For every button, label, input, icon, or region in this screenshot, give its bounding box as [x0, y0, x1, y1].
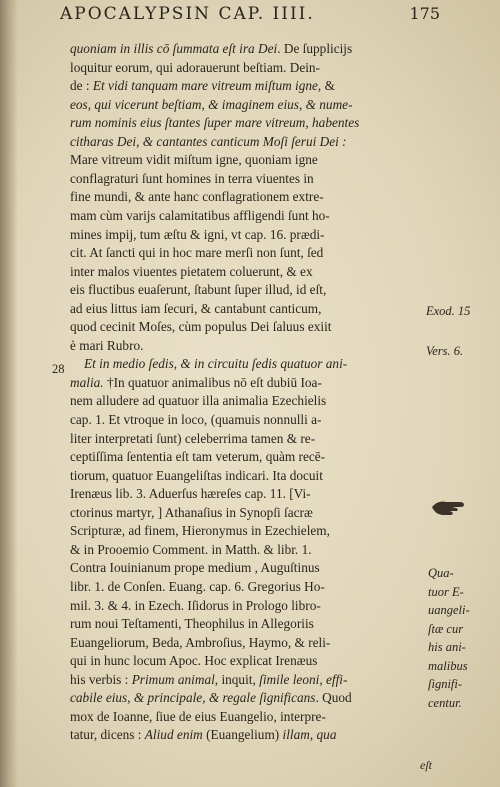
text-segment: tatur, dicens : — [70, 727, 145, 743]
text-segment: Aliud enim — [144, 727, 203, 743]
text-segment: mil. 3. & 4. in Ezech. Iſidorus in Prologo libro- — [70, 597, 321, 613]
text-segment: †In quatuor animalibus nō eſt dubiū Ioa- — [106, 374, 322, 390]
text-segment: qui in hunc locum Apoc. Hoc explicat Irenæus — [70, 653, 318, 669]
margin-note-line: his ani- — [428, 640, 466, 654]
text-line — [70, 485, 425, 503]
margin-note-line: Qua- — [428, 566, 454, 580]
margin-note-number: 28 — [52, 362, 65, 376]
text-segment: illam, qua — [282, 727, 337, 743]
text-segment: Scripturæ, ad finem, Hieronymus in Ezechielem, — [70, 523, 330, 539]
text-segment: Contra Iouinianum prope medium , Auguſtinus — [70, 560, 320, 576]
text-segment: mox de Ioanne, ſiue de eius Euangelio, interpre- — [70, 708, 326, 724]
text-segment: quoniam in illis cō ſummata eſt ira Dei — [70, 41, 278, 56]
text-line — [70, 263, 425, 281]
text-segment: liter interpretati ſunt) celeberrima tamen & re- — [70, 430, 316, 446]
text-line — [70, 652, 425, 670]
text-segment: ſimile leoni, effi- — [259, 671, 348, 687]
text-line — [70, 541, 425, 559]
text-line — [70, 244, 425, 262]
text-line — [70, 226, 425, 244]
text-segment: inter malos viuentes pietatem coluerunt, & ex — [70, 263, 313, 279]
margin-note-verse: Vers. 6. — [426, 344, 464, 358]
text-segment: , inquit, — [214, 671, 260, 687]
text-segment: libr. 1. de Conſen. Euang. cap. 6. Gregorius Ho- — [70, 578, 325, 594]
text-segment: Primum animal — [131, 671, 215, 687]
margin-note-line: uangeli- — [428, 603, 470, 617]
text-line — [84, 355, 439, 373]
text-segment: ad eius littus iam ſecuri, & cantabunt canticum, — [70, 300, 322, 316]
text-line — [70, 411, 425, 429]
text-line — [70, 392, 425, 410]
text-line — [70, 59, 425, 77]
running-title: APOCALYPSIN CAP. IIII. — [60, 4, 315, 24]
text-segment: & — [324, 78, 335, 94]
text-line — [70, 207, 425, 225]
text-line — [70, 708, 425, 726]
text-segment: de : — [70, 78, 93, 94]
text-line — [70, 467, 425, 485]
text-segment: malia. — [70, 374, 107, 390]
text-line — [70, 300, 425, 318]
text-segment: quod cecinit Moſes, cùm populus Dei ſaluus exiit — [70, 319, 332, 335]
text-segment: eos, qui vicerunt beſtiam, & imaginem eius, & nume- — [70, 96, 353, 112]
text-line — [70, 559, 425, 577]
text-segment: Et in medio ſedis, & in circuitu ſedis quatuor ani- — [84, 356, 348, 372]
text-segment: tiorum, quatuor Euangeliſtas indicari. Ita docuit — [70, 467, 323, 483]
text-line — [70, 188, 425, 206]
text-segment: . De ſupplicijs — [277, 41, 353, 56]
text-segment: conflagraturi ſunt homines in terra viuentes in — [70, 170, 314, 186]
text-segment: & in Prooemio Comment. in Matth. & libr. 1. — [70, 541, 312, 557]
text-line — [70, 597, 425, 615]
text-line — [70, 40, 425, 58]
text-segment: loquitur eorum, qui adorauerunt beſtiam. Dein- — [70, 59, 320, 75]
text-segment: eis fluctibus euaſerunt, ſtabunt ſuper illud, id eſt, — [70, 282, 327, 298]
text-segment: cit. At ſancti qui in hoc mare merſi non ſunt, ſed — [70, 245, 324, 261]
text-segment: his verbis : — [70, 671, 132, 687]
text-segment: Irenæus lib. 3. Aduerſus hæreſes cap. 11. [Vi- — [70, 486, 311, 502]
text-segment: Euangeliorum, Beda, Ambroſius, Haymo, & reli- — [70, 634, 331, 650]
margin-note-line: tuor E- — [428, 584, 464, 599]
text-segment: cap. 1. Et vtroque in loco, (quamuis nonnulli a- — [70, 412, 322, 427]
text-segment: mines impij, tum æſtu & igni, vt cap. 16. prædi- — [70, 226, 325, 242]
text-line — [70, 374, 425, 392]
text-line — [70, 448, 425, 466]
margin-note-line: centur. — [428, 695, 462, 710]
text-line — [70, 430, 425, 448]
catchword: eſt — [420, 758, 432, 772]
text-segment: Et vidi tanquam mare vitreum miſtum igne, — [92, 78, 325, 94]
margin-note-line: ſtæ cur — [428, 621, 464, 636]
text-line — [70, 337, 425, 355]
text-segment: Mare vitreum vidit miſtum igne, quoniam igne — [70, 152, 318, 168]
text-line — [70, 114, 425, 132]
text-line — [70, 615, 425, 633]
text-line — [70, 522, 425, 540]
text-segment: ceptiſſima ſententia eſt tam veterum, quàm recē- — [70, 449, 326, 465]
text-line — [70, 726, 425, 744]
text-segment: rum nominis eius ſtantes ſuper mare vitreum, habentes — [70, 115, 360, 131]
text-segment: nem alludere ad quatuor illa animalia Ezechielis — [70, 393, 327, 409]
margin-note-exodus: Exod. 15 — [426, 304, 471, 318]
text-line — [70, 689, 425, 707]
text-line — [70, 318, 425, 336]
running-header — [60, 4, 440, 38]
text-segment: (Euangelium) — [202, 727, 283, 743]
page-number: 175 — [409, 4, 440, 23]
margin-note-line: malibus — [428, 658, 468, 673]
text-line — [70, 281, 425, 299]
text-line — [70, 133, 425, 151]
text-line — [70, 578, 425, 596]
manicule-icon — [430, 496, 466, 518]
text-segment: fine mundi, & ante hanc conflagrationem extre- — [70, 189, 324, 205]
text-segment: è mari Rubro. — [70, 337, 144, 353]
page-gutter-shadow — [0, 0, 18, 787]
text-line — [70, 151, 425, 169]
text-line — [70, 671, 425, 689]
text-segment: . Quod — [315, 690, 352, 706]
text-line — [70, 634, 425, 652]
text-line — [70, 170, 425, 188]
text-segment: cabile eius, & principale, & regale ſignificans — [70, 690, 316, 706]
text-line — [70, 96, 425, 114]
text-segment: citharas Dei, & cantantes canticum Moſi ſerui Dei : — [70, 133, 347, 149]
text-segment: rum noui Teſtamenti, Theophilus in Allegoriis — [70, 616, 314, 632]
text-segment: mam cùm varijs calamitatibus affligendi ſunt ho- — [70, 207, 330, 223]
text-line — [70, 504, 425, 522]
text-line — [70, 77, 425, 95]
text-segment: ctorinus martyr, ] Athanaſius in Synopſi ſacræ — [70, 504, 313, 520]
margin-note-line: ſignifi- — [428, 677, 463, 691]
